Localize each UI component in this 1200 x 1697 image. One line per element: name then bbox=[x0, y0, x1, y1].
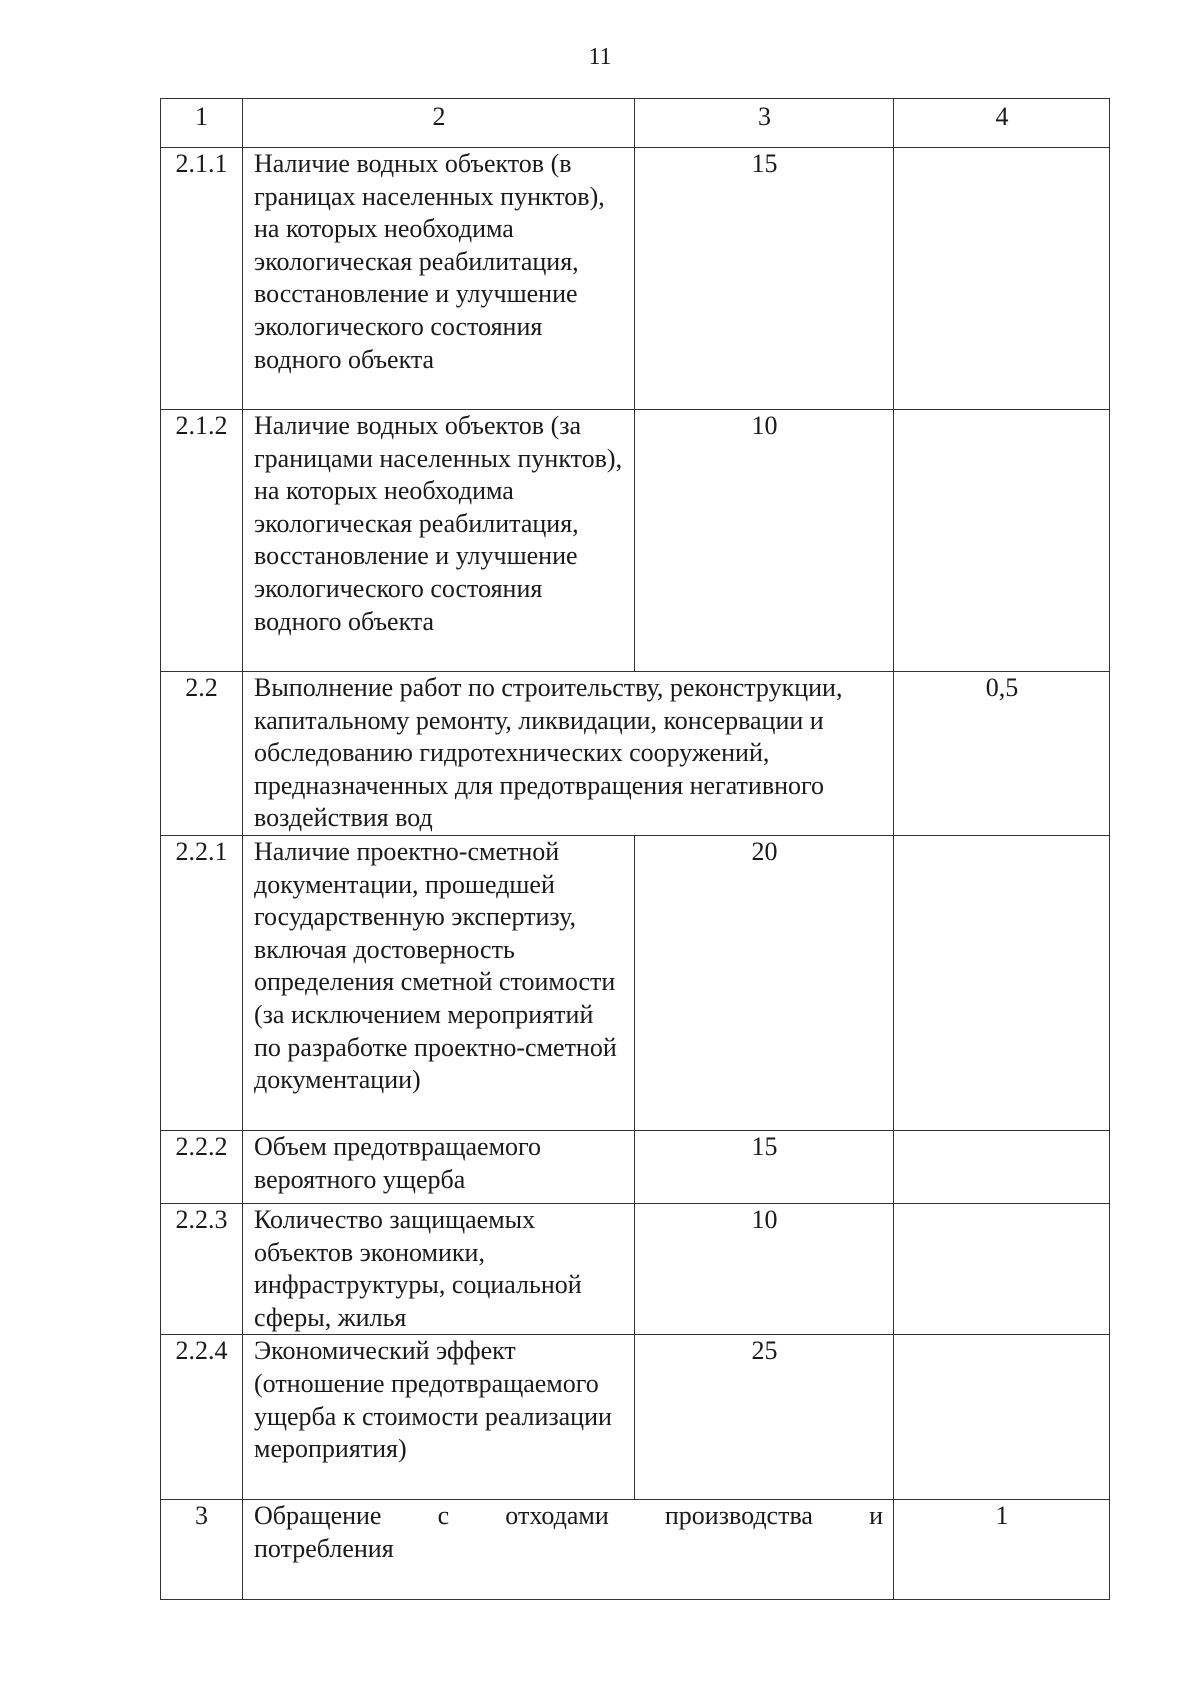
row-col4-value bbox=[894, 410, 1110, 672]
row-text: Количество защищаемых объектов экономики, инфраструктуры, социальной сферы, жилья bbox=[243, 1204, 635, 1335]
row-col4-value bbox=[894, 836, 1110, 1131]
table-row bbox=[161, 836, 1110, 1131]
page-number: 11 bbox=[588, 44, 612, 70]
row-number: 2.1.2 bbox=[161, 410, 243, 672]
row-col3-value: 25 bbox=[635, 1335, 894, 1500]
row-col4-value: 1 bbox=[894, 1500, 1110, 1600]
row-col4-value bbox=[894, 148, 1110, 410]
table-row bbox=[161, 410, 1110, 672]
row-col3-value: 15 bbox=[635, 148, 894, 410]
row-text bbox=[243, 1500, 894, 1600]
row-text: Наличие водных объектов (в границах населенных пунктов), на которых необходима экологическая реабилитация, восстановление и улучшение экологического состояния водного объекта bbox=[243, 148, 635, 410]
row-col3-value: 10 bbox=[635, 410, 894, 672]
header-col-2: 2 bbox=[243, 99, 635, 148]
row-text: Наличие водных объектов (за границами населенных пунктов), на которых необходима экологическая реабилитация, восстановление и улучшение экологического состояния водного объекта bbox=[243, 410, 635, 672]
table-row bbox=[161, 672, 1110, 836]
row-text-line: Обращение с отходами производства и bbox=[254, 1501, 883, 1531]
row-number: 2.2.2 bbox=[161, 1131, 243, 1204]
row-text: Выполнение работ по строительству, реконструкции, капитальному ремонту, ликвидации, консервации и обследованию гидротехнических сооружений, предназначенных для предотвращения негативного воздействия вод bbox=[243, 672, 894, 836]
row-col4-value bbox=[894, 1335, 1110, 1500]
criteria-table bbox=[160, 98, 1110, 1600]
header-col-3: 3 bbox=[635, 99, 894, 148]
table-row bbox=[161, 1131, 1110, 1204]
row-col3-value: 20 bbox=[635, 836, 894, 1131]
row-number: 2.2.4 bbox=[161, 1335, 243, 1500]
row-col3-value: 15 bbox=[635, 1131, 894, 1204]
row-text: Наличие проектно-сметной документации, прошедшей государственную экспертизу, включая достоверность определения сметной стоимости (за исключением мероприятий по разработке проектно-сметной документации) bbox=[243, 836, 635, 1131]
header-col-1: 1 bbox=[161, 99, 243, 148]
row-number: 2.2.1 bbox=[161, 836, 243, 1131]
table-row bbox=[161, 1204, 1110, 1335]
table-row bbox=[161, 148, 1110, 410]
row-number: 2.2 bbox=[161, 672, 243, 836]
table-row bbox=[161, 1335, 1110, 1500]
header-col-4: 4 bbox=[894, 99, 1110, 148]
row-text-line: потребления bbox=[254, 1533, 394, 1563]
row-text: Объем предотвращаемого вероятного ущерба bbox=[243, 1131, 635, 1204]
row-number: 2.2.3 bbox=[161, 1204, 243, 1335]
row-text: Экономический эффект (отношение предотвращаемого ущерба к стоимости реализации мероприятия) bbox=[243, 1335, 635, 1500]
row-number: 3 bbox=[161, 1500, 243, 1600]
row-col4-value: 0,5 bbox=[894, 672, 1110, 836]
row-col4-value bbox=[894, 1131, 1110, 1204]
table-header-row bbox=[161, 99, 1110, 148]
row-col4-value bbox=[894, 1204, 1110, 1335]
row-number: 2.1.1 bbox=[161, 148, 243, 410]
row-col3-value: 10 bbox=[635, 1204, 894, 1335]
table-row bbox=[161, 1500, 1110, 1600]
